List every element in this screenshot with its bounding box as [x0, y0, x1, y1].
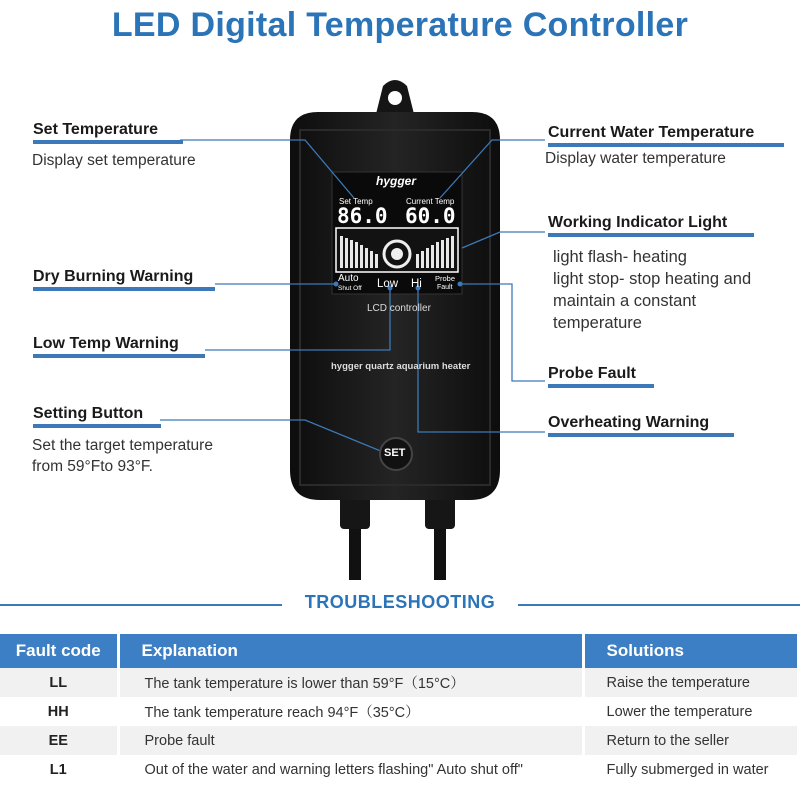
- callout-dry-burning: Dry Burning Warning: [33, 268, 215, 291]
- callout-working-indicator-desc: light flash- heating light stop- stop heating and maintain a constant temperature: [553, 248, 752, 332]
- table-row: EE Probe fault Return to the seller: [0, 726, 799, 755]
- callout-set-temperature-desc: Display set temperature: [32, 152, 196, 169]
- lcd-controller-label: LCD controller: [367, 303, 431, 314]
- table-row: LL The tank temperature is lower than 59°F（15°C） Raise the temperature: [0, 668, 799, 697]
- current-temp-label: Current Temp: [406, 197, 455, 206]
- callout-working-indicator: Working Indicator Light: [548, 214, 754, 237]
- col-fault-code: Fault code: [0, 634, 118, 668]
- callout-overheating: Overheating Warning: [548, 414, 734, 437]
- col-solutions: Solutions: [583, 634, 799, 668]
- page-title: LED Digital Temperature Controller: [111, 6, 689, 44]
- troubleshooting-table: [0, 634, 800, 784]
- product-label: hygger quartz aquarium heater: [331, 361, 471, 372]
- col-explanation: Explanation: [118, 634, 583, 668]
- current-temp-value: 60.0: [405, 204, 456, 228]
- set-button[interactable]: SET: [384, 447, 406, 459]
- auto-label: Auto: [338, 273, 359, 284]
- low-label: Low: [377, 278, 399, 290]
- hi-label: Hi: [411, 278, 422, 290]
- cable-strain-relief-right: [425, 495, 455, 529]
- brand-logo: hygger: [376, 174, 417, 188]
- troubleshooting-title: TROUBLESHOOTING: [304, 592, 496, 612]
- callout-probe-fault: Probe Fault: [548, 365, 654, 388]
- callout-low-temp: Low Temp Warning: [33, 335, 205, 358]
- probe-label: Probe: [435, 274, 456, 283]
- callout-current-water-temperature: Current Water Temperature: [548, 124, 784, 147]
- callout-current-water-temperature-desc: Display water temperature: [545, 150, 726, 167]
- callout-set-temperature: Set Temperature: [33, 121, 183, 144]
- set-temp-value: 86.0: [337, 204, 388, 228]
- table-row: HH The tank temperature reach 94°F（35°C） Lower the temperature: [0, 697, 799, 726]
- callout-setting-button-desc: Set the target temperature from 59°Fto 93°F.: [32, 437, 213, 475]
- fault-label: Fault: [437, 284, 453, 291]
- callout-setting-button: Setting Button: [33, 405, 161, 428]
- shut-off-label: Shut Off: [338, 285, 362, 292]
- set-temp-label: Set Temp: [339, 197, 373, 206]
- table-row: L1 Out of the water and warning letters flashing" Auto shut off" Fully submerged in water: [0, 755, 799, 784]
- cable-strain-relief-left: [340, 495, 370, 529]
- troubleshooting-header: [0, 592, 800, 616]
